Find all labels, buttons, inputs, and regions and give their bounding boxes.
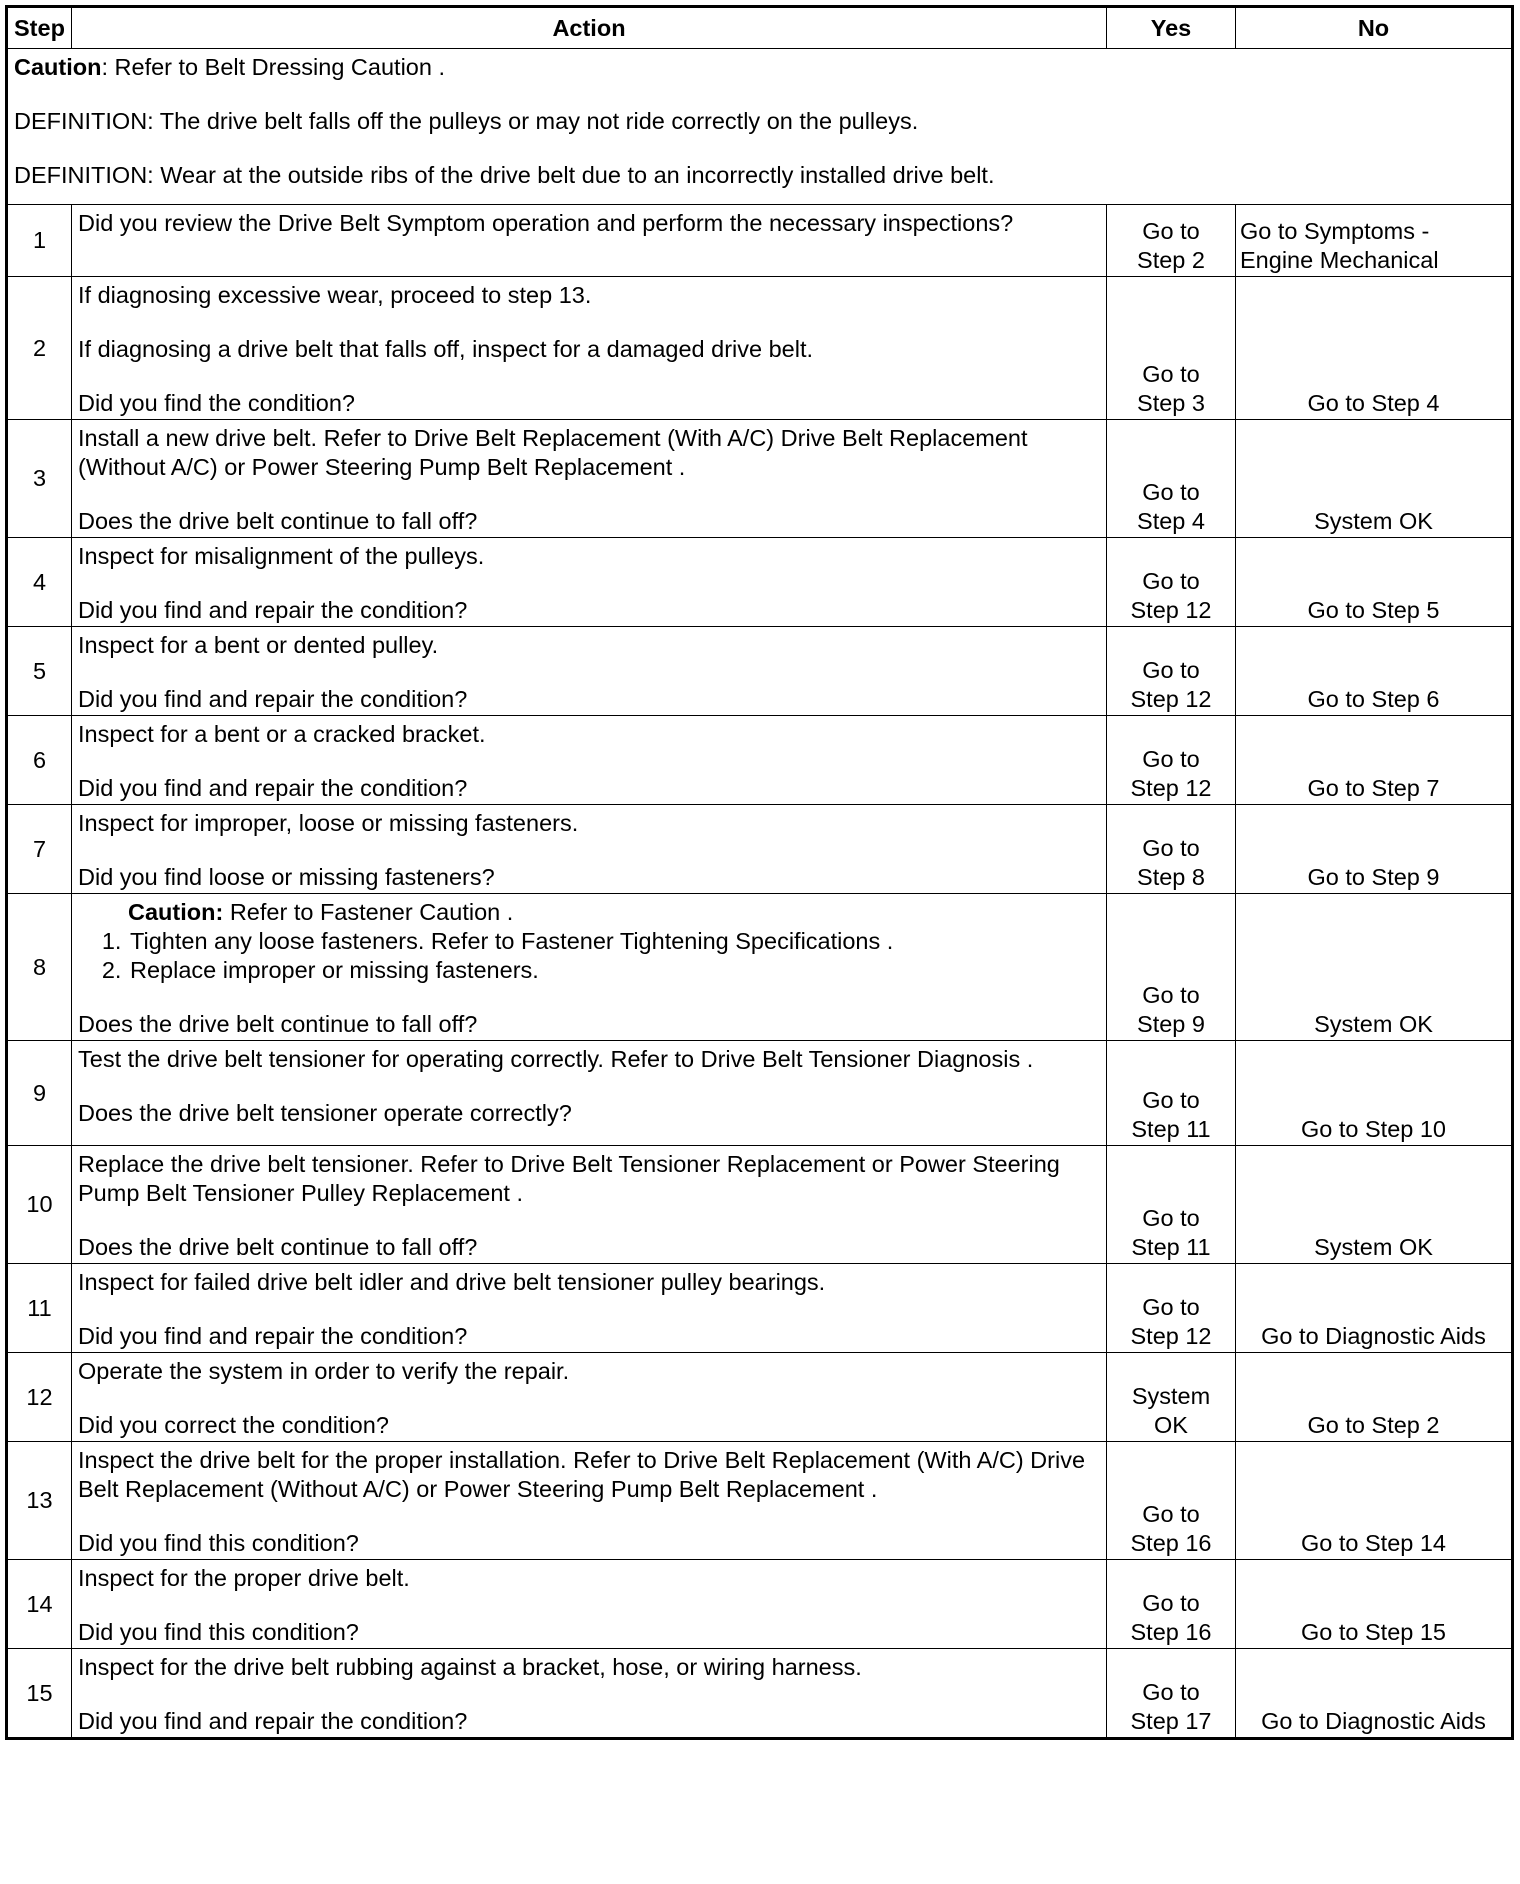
header-action: Action <box>72 7 1107 49</box>
action-question: Did you find the condition? <box>78 390 355 416</box>
no-link[interactable]: Go to Step 5 <box>1307 597 1440 623</box>
yes-link-line2[interactable]: Step 4 <box>1137 508 1205 534</box>
yes-cell <box>1107 205 1236 277</box>
action-cell <box>72 205 1107 277</box>
action-cell <box>72 420 1107 538</box>
action-question: Did you find and repair the condition? <box>78 686 468 712</box>
yes-cell <box>1107 1264 1236 1353</box>
yes-cell <box>1107 1560 1236 1649</box>
yes-link-line1[interactable]: Go to <box>1142 657 1200 683</box>
action-question: Did you find and repair the condition? <box>78 597 468 623</box>
step-number: 4 <box>7 538 72 627</box>
yes-cell <box>1107 716 1236 805</box>
step8-caution <box>78 898 1100 927</box>
yes-link-line1[interactable]: Go to <box>1142 746 1200 772</box>
yes-link-line2[interactable]: Step 12 <box>1130 686 1212 712</box>
action-text: Operate the system in order to verify the repair. <box>78 1358 570 1384</box>
action-question: Does the drive belt continue to fall off? <box>78 1011 478 1037</box>
yes-cell <box>1107 277 1236 420</box>
yes-link-line1[interactable]: Go to <box>1142 1205 1200 1231</box>
step-number: 1 <box>7 205 72 277</box>
no-cell <box>1236 1560 1513 1649</box>
step-number: 10 <box>7 1146 72 1264</box>
no-cell <box>1236 716 1513 805</box>
action-text: Inspect for a bent or dented pulley. <box>78 632 439 658</box>
intro-caution <box>14 53 1505 82</box>
action-cell <box>72 1146 1107 1264</box>
no-link[interactable]: System OK <box>1314 1234 1433 1260</box>
action-question: Does the drive belt continue to fall off? <box>78 1234 478 1260</box>
yes-cell <box>1107 805 1236 894</box>
action-text: If diagnosing a drive belt that falls off, inspect for a damaged drive belt. <box>78 336 814 362</box>
no-link[interactable]: Go to Diagnostic Aids <box>1261 1708 1486 1734</box>
action-text: Inspect for a bent or a cracked bracket. <box>78 721 486 747</box>
action-cell <box>72 1649 1107 1739</box>
action-cell <box>72 716 1107 805</box>
yes-link-line1[interactable]: Go to <box>1142 982 1200 1008</box>
step-number: 3 <box>7 420 72 538</box>
table-row <box>7 627 1513 716</box>
action-cell <box>72 1353 1107 1442</box>
no-link[interactable]: Go to Diagnostic Aids <box>1261 1323 1486 1349</box>
yes-cell <box>1107 1442 1236 1560</box>
no-cell <box>1236 1649 1513 1739</box>
yes-link-line1[interactable]: Go to <box>1142 1501 1200 1527</box>
step-number: 9 <box>7 1041 72 1146</box>
no-link[interactable]: System OK <box>1314 508 1433 534</box>
step-number: 7 <box>7 805 72 894</box>
caution-label: Caution <box>14 54 102 80</box>
action-text: Install a new drive belt. Refer to Drive Belt Replacement (With A/C) Drive Belt Replacement (Without A/C) or Power Steering Pump Belt Replacement . <box>78 425 1028 480</box>
no-link[interactable]: Go to Step 4 <box>1307 390 1440 416</box>
table-row <box>7 894 1513 1041</box>
yes-link-line2[interactable]: Step 11 <box>1131 1116 1211 1142</box>
action-text: If diagnosing excessive wear, proceed to step 13. <box>78 282 592 308</box>
action-cell <box>72 627 1107 716</box>
header-no: No <box>1236 7 1513 49</box>
step-number: 15 <box>7 1649 72 1739</box>
action-question: Does the drive belt continue to fall off? <box>78 508 478 534</box>
list-item: 2. Replace improper or missing fasteners. <box>128 956 1100 985</box>
no-cell <box>1236 1041 1513 1146</box>
yes-link-line1[interactable]: Go to <box>1142 568 1200 594</box>
step-number: 5 <box>7 627 72 716</box>
action-cell <box>72 1560 1107 1649</box>
step8-list <box>78 927 1100 985</box>
yes-link-line1[interactable]: Go to <box>1142 1590 1200 1616</box>
diagnostic-table <box>5 5 1514 1740</box>
no-cell <box>1236 205 1513 277</box>
caution-text: : Refer to Belt Dressing Caution . <box>101 54 445 80</box>
step-number: 12 <box>7 1353 72 1442</box>
step-number: 13 <box>7 1442 72 1560</box>
yes-cell <box>1107 1146 1236 1264</box>
action-question: Did you find this condition? <box>78 1619 359 1645</box>
no-cell <box>1236 1146 1513 1264</box>
action-question: Did you find and repair the condition? <box>78 775 468 801</box>
yes-cell <box>1107 538 1236 627</box>
table-row <box>7 538 1513 627</box>
no-link[interactable]: Go to Step 9 <box>1307 864 1440 890</box>
yes-cell <box>1107 420 1236 538</box>
yes-link-line1[interactable]: Go to <box>1142 1679 1200 1705</box>
no-cell <box>1236 1353 1513 1442</box>
step-number: 6 <box>7 716 72 805</box>
no-cell <box>1236 1442 1513 1560</box>
yes-link-line1[interactable]: Go to <box>1142 1087 1200 1113</box>
no-cell <box>1236 894 1513 1041</box>
table-row <box>7 1146 1513 1264</box>
yes-link-line2[interactable]: Step 3 <box>1137 390 1205 416</box>
table-row <box>7 1560 1513 1649</box>
no-link-line1[interactable]: Go to Symptoms - <box>1240 218 1430 244</box>
yes-link-line1[interactable]: Go to <box>1142 218 1200 244</box>
yes-link-line2[interactable]: Step 12 <box>1130 1323 1212 1349</box>
table-row <box>7 1264 1513 1353</box>
yes-cell <box>1107 1041 1236 1146</box>
yes-link-line2[interactable]: Step 12 <box>1130 597 1212 623</box>
yes-link-line1[interactable]: Go to <box>1142 1294 1200 1320</box>
no-cell <box>1236 420 1513 538</box>
action-question: Does the drive belt tensioner operate correctly? <box>78 1100 572 1126</box>
no-link[interactable]: Go to Step 2 <box>1307 1412 1440 1438</box>
action-cell <box>72 805 1107 894</box>
action-text: Inspect for improper, loose or missing fasteners. <box>78 810 579 836</box>
action-question: Did you find and repair the condition? <box>78 1323 468 1349</box>
yes-link-line2[interactable]: Step 9 <box>1137 1011 1205 1037</box>
list-item: 1. Tighten any loose fasteners. Refer to Fastener Tightening Specifications . <box>128 927 1100 956</box>
action-cell <box>72 277 1107 420</box>
action-text: Inspect for the drive belt rubbing against a bracket, hose, or wiring harness. <box>78 1654 862 1680</box>
yes-link-line1[interactable]: Go to <box>1142 361 1200 387</box>
action-text: Did you review the Drive Belt Symptom operation and perform the necessary inspections? <box>78 210 1014 236</box>
no-cell <box>1236 538 1513 627</box>
table-row <box>7 420 1513 538</box>
step-number: 2 <box>7 277 72 420</box>
no-link-line2[interactable]: Engine Mechanical <box>1240 247 1439 273</box>
no-link[interactable]: Go to Step 7 <box>1307 775 1440 801</box>
yes-link-line2[interactable]: Step 8 <box>1137 864 1205 890</box>
yes-link-line2[interactable]: Step 12 <box>1130 775 1212 801</box>
yes-link-line1[interactable]: Go to <box>1142 479 1200 505</box>
action-cell <box>72 894 1107 1041</box>
no-link[interactable]: Go to Step 10 <box>1300 1116 1447 1142</box>
caution-text: Refer to Fastener Caution . <box>223 899 514 925</box>
definition-1: DEFINITION: The drive belt falls off the pulleys or may not ride correctly on the pulleys. <box>14 108 919 134</box>
action-text: Replace the drive belt tensioner. Refer to Drive Belt Tensioner Replacement or Power Steering Pump Belt Tensioner Pulley Replacement . <box>78 1151 1060 1206</box>
step-number: 14 <box>7 1560 72 1649</box>
action-text: Inspect the drive belt for the proper installation. Refer to Drive Belt Replacement (With A/C) Drive Belt Replacement (Without A/C) or Power Steering Pump Belt Replacement . <box>78 1447 1086 1502</box>
no-cell <box>1236 1264 1513 1353</box>
header-yes: Yes <box>1107 7 1236 49</box>
table-row <box>7 205 1513 277</box>
no-cell <box>1236 277 1513 420</box>
definition-2: DEFINITION: Wear at the outside ribs of the drive belt due to an incorrectly installed drive belt. <box>14 162 995 188</box>
table-row <box>7 716 1513 805</box>
no-link[interactable]: Go to Step 6 <box>1307 686 1440 712</box>
diagnostic-table-container <box>5 5 1514 1740</box>
action-cell <box>72 538 1107 627</box>
action-question: Did you find this condition? <box>78 1530 359 1556</box>
no-link[interactable]: Go to Step 15 <box>1300 1619 1447 1645</box>
table-row <box>7 805 1513 894</box>
header-step: Step <box>7 7 72 49</box>
action-text: Test the drive belt tensioner for operating correctly. Refer to Drive Belt Tensioner Diagnosis . <box>78 1046 1034 1072</box>
yes-link-line2[interactable]: Step 16 <box>1130 1530 1212 1556</box>
yes-link-line2[interactable]: OK <box>1154 1412 1188 1438</box>
table-row <box>7 1353 1513 1442</box>
action-text: Inspect for failed drive belt idler and drive belt tensioner pulley bearings. <box>78 1269 826 1295</box>
action-text: Inspect for the proper drive belt. <box>78 1565 410 1591</box>
no-link[interactable]: Go to Step 14 <box>1300 1530 1447 1556</box>
yes-link-line2[interactable]: Step 16 <box>1130 1619 1212 1645</box>
action-cell <box>72 1264 1107 1353</box>
table-row <box>7 1649 1513 1739</box>
no-link[interactable]: System OK <box>1314 1011 1433 1037</box>
step-number: 11 <box>7 1264 72 1353</box>
table-row <box>7 1442 1513 1560</box>
action-cell <box>72 1442 1107 1560</box>
step-number: 8 <box>7 894 72 1041</box>
table-row <box>7 1041 1513 1146</box>
table-row <box>7 277 1513 420</box>
yes-cell <box>1107 1649 1236 1739</box>
action-cell <box>72 1041 1107 1146</box>
yes-cell <box>1107 627 1236 716</box>
action-text: Inspect for misalignment of the pulleys. <box>78 543 485 569</box>
yes-cell <box>1107 1353 1236 1442</box>
intro-cell <box>7 49 1513 205</box>
no-cell <box>1236 805 1513 894</box>
yes-link-line2[interactable]: Step 17 <box>1130 1708 1212 1734</box>
header-row <box>7 7 1513 49</box>
action-question: Did you find loose or missing fasteners? <box>78 864 495 890</box>
action-question: Did you correct the condition? <box>78 1412 389 1438</box>
action-question: Did you find and repair the condition? <box>78 1708 468 1734</box>
caution-label: Caution: <box>128 899 224 925</box>
yes-cell <box>1107 894 1236 1041</box>
intro-row <box>7 49 1513 205</box>
yes-link-line1[interactable]: System <box>1131 1383 1211 1409</box>
yes-link-line2[interactable]: Step 2 <box>1137 247 1205 273</box>
yes-link-line2[interactable]: Step 11 <box>1131 1234 1211 1260</box>
no-cell <box>1236 627 1513 716</box>
yes-link-line1[interactable]: Go to <box>1142 835 1200 861</box>
